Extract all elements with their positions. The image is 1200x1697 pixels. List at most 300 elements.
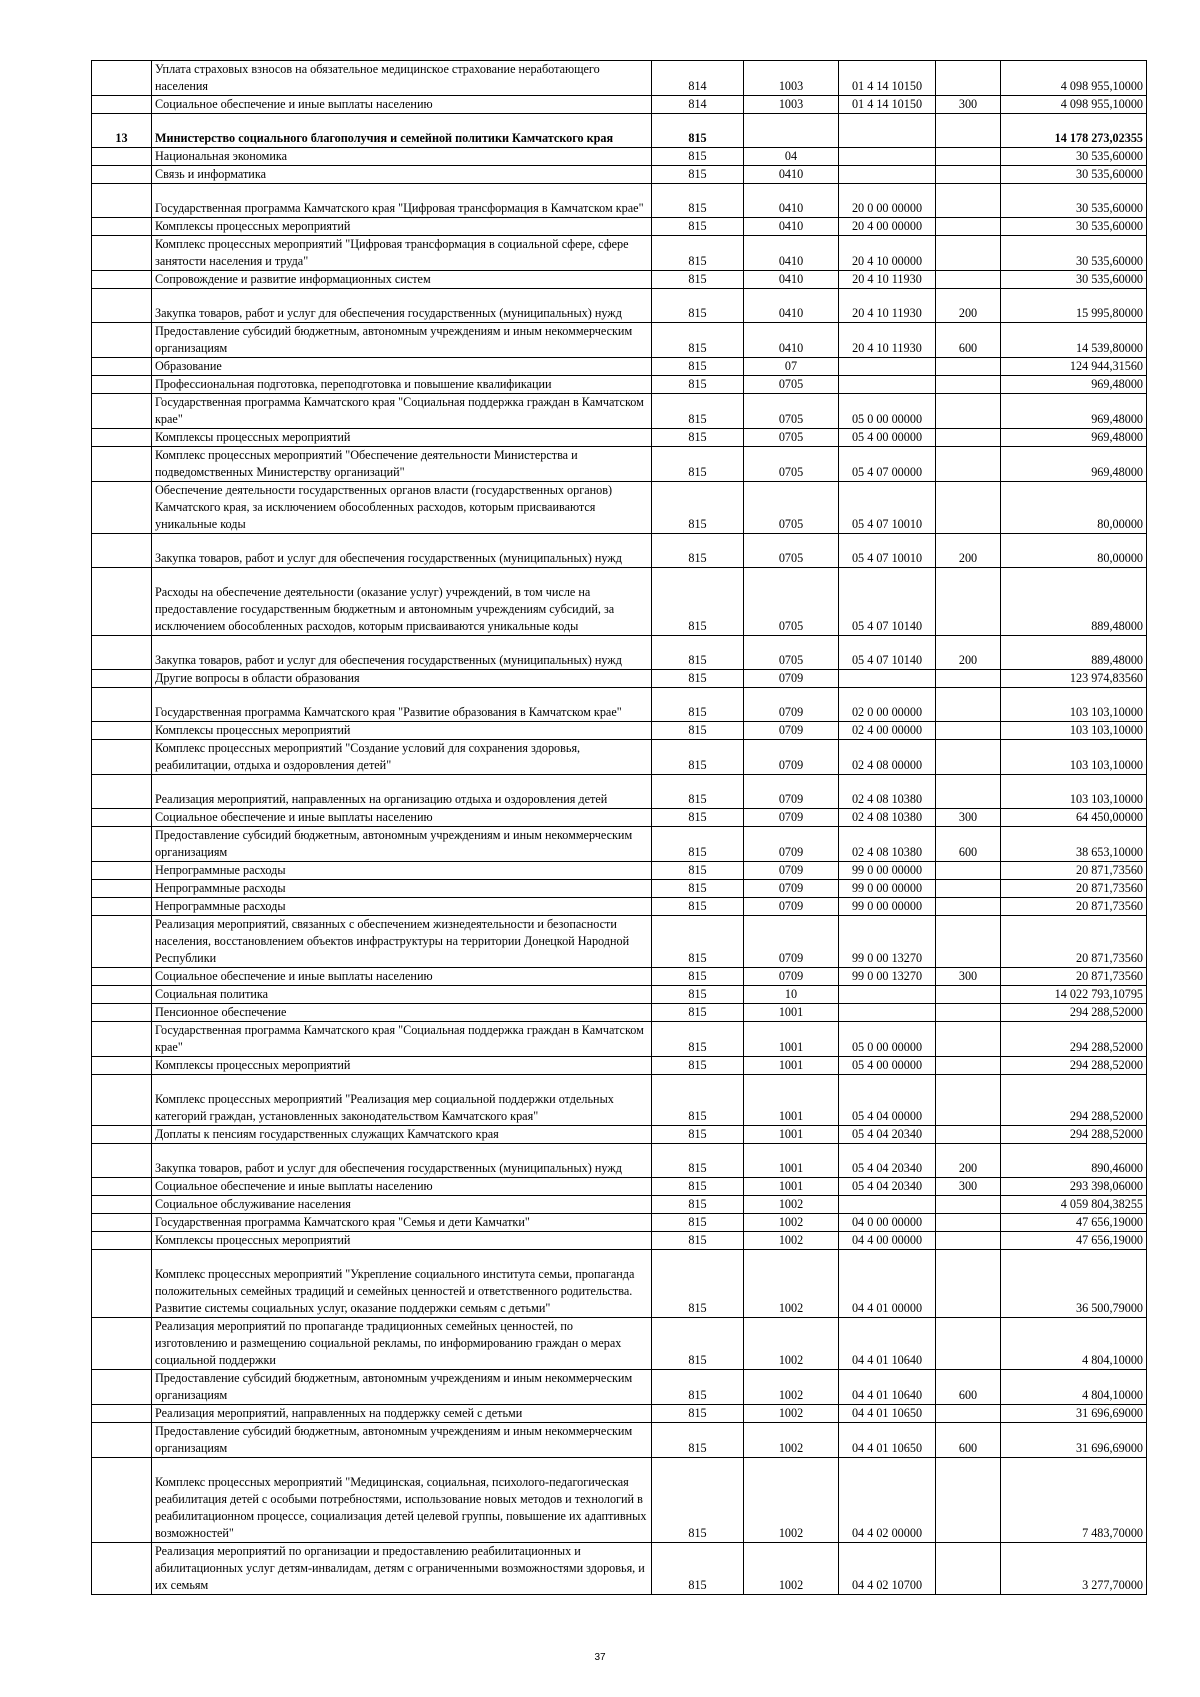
row-name: Социальное обеспечение и иные выплаты населению bbox=[152, 1178, 652, 1196]
row-target-code bbox=[839, 1196, 936, 1214]
row-amount: 123 974,83560 bbox=[1001, 670, 1147, 688]
row-number bbox=[92, 1423, 152, 1458]
row-number bbox=[92, 1144, 152, 1178]
row-ministry-code: 815 bbox=[652, 1370, 744, 1405]
row-number bbox=[92, 236, 152, 271]
row-target-code: 04 4 00 00000 bbox=[839, 1232, 936, 1250]
row-amount: 30 535,60000 bbox=[1001, 148, 1147, 166]
row-ministry-code: 815 bbox=[652, 568, 744, 636]
row-ministry-code: 814 bbox=[652, 61, 744, 96]
row-ministry-code: 815 bbox=[652, 1178, 744, 1196]
row-number bbox=[92, 482, 152, 534]
row-name: Предоставление субсидий бюджетным, автономным учреждениям и иным некоммерческим организациям bbox=[152, 1423, 652, 1458]
row-amount: 4 098 955,10000 bbox=[1001, 96, 1147, 114]
row-amount: 124 944,31560 bbox=[1001, 358, 1147, 376]
row-expense-type-code bbox=[936, 271, 1001, 289]
row-section-code: 1002 bbox=[744, 1543, 839, 1595]
table-row bbox=[92, 1178, 1147, 1196]
table-row bbox=[92, 447, 1147, 482]
table-row bbox=[92, 986, 1147, 1004]
row-expense-type-code bbox=[936, 775, 1001, 809]
row-section-code: 0709 bbox=[744, 862, 839, 880]
row-ministry-code: 815 bbox=[652, 1232, 744, 1250]
row-expense-type-code bbox=[936, 740, 1001, 775]
page-number: 37 bbox=[594, 1652, 606, 1663]
row-target-code: 05 4 00 00000 bbox=[839, 429, 936, 447]
row-ministry-code: 815 bbox=[652, 1004, 744, 1022]
row-number bbox=[92, 670, 152, 688]
row-section-code: 0705 bbox=[744, 394, 839, 429]
table-row bbox=[92, 1370, 1147, 1405]
row-name: Социальное обеспечение и иные выплаты населению bbox=[152, 968, 652, 986]
row-amount: 30 535,60000 bbox=[1001, 184, 1147, 218]
row-number bbox=[92, 429, 152, 447]
row-name: Уплата страховых взносов на обязательное медицинское страхование неработающего населения bbox=[152, 61, 652, 96]
row-name: Закупка товаров, работ и услуг для обеспечения государственных (муниципальных) нужд bbox=[152, 534, 652, 568]
row-ministry-code: 815 bbox=[652, 358, 744, 376]
row-name: Государственная программа Камчатского края "Социальная поддержка граждан в Камчатском крае" bbox=[152, 1022, 652, 1057]
table-row bbox=[92, 429, 1147, 447]
row-number bbox=[92, 827, 152, 862]
row-amount: 103 103,10000 bbox=[1001, 775, 1147, 809]
row-number bbox=[92, 166, 152, 184]
row-expense-type-code bbox=[936, 1196, 1001, 1214]
row-name: Непрограммные расходы bbox=[152, 880, 652, 898]
row-target-code: 05 4 00 00000 bbox=[839, 1057, 936, 1075]
row-section-code: 0709 bbox=[744, 688, 839, 722]
row-name: Сопровождение и развитие информационных систем bbox=[152, 271, 652, 289]
row-number bbox=[92, 880, 152, 898]
row-name: Доплаты к пенсиям государственных служащих Камчатского края bbox=[152, 1126, 652, 1144]
row-amount: 14 539,80000 bbox=[1001, 323, 1147, 358]
row-section-code: 0709 bbox=[744, 670, 839, 688]
row-section-code: 0705 bbox=[744, 429, 839, 447]
row-expense-type-code: 600 bbox=[936, 827, 1001, 862]
table-row bbox=[92, 148, 1147, 166]
row-section-code: 0410 bbox=[744, 166, 839, 184]
row-amount: 4 059 804,38255 bbox=[1001, 1196, 1147, 1214]
row-target-code bbox=[839, 114, 936, 148]
table-row bbox=[92, 1196, 1147, 1214]
row-target-code: 20 4 00 00000 bbox=[839, 218, 936, 236]
row-amount: 80,00000 bbox=[1001, 534, 1147, 568]
table-row bbox=[92, 827, 1147, 862]
row-expense-type-code bbox=[936, 1232, 1001, 1250]
row-number bbox=[92, 534, 152, 568]
row-target-code: 05 4 07 10010 bbox=[839, 534, 936, 568]
row-section-code: 10 bbox=[744, 986, 839, 1004]
row-amount: 31 696,69000 bbox=[1001, 1405, 1147, 1423]
row-ministry-code: 815 bbox=[652, 1214, 744, 1232]
table-row bbox=[92, 1458, 1147, 1543]
row-amount: 31 696,69000 bbox=[1001, 1423, 1147, 1458]
row-expense-type-code: 200 bbox=[936, 289, 1001, 323]
row-section-code: 1002 bbox=[744, 1196, 839, 1214]
row-target-code: 04 4 01 10650 bbox=[839, 1405, 936, 1423]
row-expense-type-code bbox=[936, 1057, 1001, 1075]
row-ministry-code: 815 bbox=[652, 218, 744, 236]
row-number bbox=[92, 636, 152, 670]
row-section-code: 0709 bbox=[744, 880, 839, 898]
row-amount: 293 398,06000 bbox=[1001, 1178, 1147, 1196]
row-amount: 969,48000 bbox=[1001, 394, 1147, 429]
row-ministry-code: 815 bbox=[652, 1144, 744, 1178]
row-target-code: 05 4 04 00000 bbox=[839, 1075, 936, 1126]
row-name: Предоставление субсидий бюджетным, автономным учреждениям и иным некоммерческим организациям bbox=[152, 827, 652, 862]
row-expense-type-code bbox=[936, 218, 1001, 236]
table-row bbox=[92, 1126, 1147, 1144]
row-name: Реализация мероприятий по организации и предоставлению реабилитационных и абилитационных услуг детям-инвалидам, детям с ограниченными возможностями здоровья, и их семьям bbox=[152, 1543, 652, 1595]
row-amount: 14 178 273,02355 bbox=[1001, 114, 1147, 148]
row-name: Комплекс процессных мероприятий "Обеспечение деятельности Министерства и подведомственных Министерству организаций" bbox=[152, 447, 652, 482]
row-amount: 103 103,10000 bbox=[1001, 722, 1147, 740]
row-expense-type-code bbox=[936, 986, 1001, 1004]
row-number bbox=[92, 61, 152, 96]
row-section-code: 1002 bbox=[744, 1232, 839, 1250]
row-ministry-code: 815 bbox=[652, 1423, 744, 1458]
row-target-code bbox=[839, 670, 936, 688]
row-ministry-code: 815 bbox=[652, 862, 744, 880]
row-target-code bbox=[839, 986, 936, 1004]
row-ministry-code: 815 bbox=[652, 1022, 744, 1057]
row-section-code: 0410 bbox=[744, 236, 839, 271]
row-number bbox=[92, 1370, 152, 1405]
table-row bbox=[92, 1075, 1147, 1126]
row-target-code: 04 0 00 00000 bbox=[839, 1214, 936, 1232]
row-name: Профессиональная подготовка, переподготовка и повышение квалификации bbox=[152, 376, 652, 394]
row-name: Другие вопросы в области образования bbox=[152, 670, 652, 688]
row-expense-type-code bbox=[936, 394, 1001, 429]
row-name: Реализация мероприятий, связанных с обеспечением жизнедеятельности и безопасности населения, восстановлением объектов инфраструктуры на территории Донецкой Народной Республики bbox=[152, 916, 652, 968]
row-expense-type-code: 300 bbox=[936, 968, 1001, 986]
row-number bbox=[92, 1543, 152, 1595]
row-expense-type-code bbox=[936, 880, 1001, 898]
row-amount: 4 804,10000 bbox=[1001, 1318, 1147, 1370]
row-number bbox=[92, 1004, 152, 1022]
row-expense-type-code bbox=[936, 166, 1001, 184]
row-amount: 7 483,70000 bbox=[1001, 1458, 1147, 1543]
row-name: Пенсионное обеспечение bbox=[152, 1004, 652, 1022]
row-section-code: 0709 bbox=[744, 775, 839, 809]
row-target-code bbox=[839, 148, 936, 166]
table-row bbox=[92, 968, 1147, 986]
row-section-code: 1002 bbox=[744, 1318, 839, 1370]
row-expense-type-code: 300 bbox=[936, 809, 1001, 827]
row-amount: 20 871,73560 bbox=[1001, 916, 1147, 968]
row-section-code: 1001 bbox=[744, 1057, 839, 1075]
row-name: Реализация мероприятий, направленных на поддержку семей с детьми bbox=[152, 1405, 652, 1423]
row-target-code: 04 4 01 10640 bbox=[839, 1318, 936, 1370]
row-amount: 3 277,70000 bbox=[1001, 1543, 1147, 1595]
row-expense-type-code bbox=[936, 1318, 1001, 1370]
row-amount: 103 103,10000 bbox=[1001, 740, 1147, 775]
row-number bbox=[92, 722, 152, 740]
row-section-code: 0705 bbox=[744, 376, 839, 394]
row-target-code: 05 4 07 10140 bbox=[839, 636, 936, 670]
row-amount: 889,48000 bbox=[1001, 636, 1147, 670]
row-number bbox=[92, 271, 152, 289]
row-ministry-code: 814 bbox=[652, 96, 744, 114]
row-name: Комплексы процессных мероприятий bbox=[152, 218, 652, 236]
row-target-code: 02 4 08 10380 bbox=[839, 775, 936, 809]
table-row bbox=[92, 1232, 1147, 1250]
row-amount: 64 450,00000 bbox=[1001, 809, 1147, 827]
row-target-code: 01 4 14 10150 bbox=[839, 96, 936, 114]
row-amount: 20 871,73560 bbox=[1001, 968, 1147, 986]
row-ministry-code: 815 bbox=[652, 968, 744, 986]
table-row bbox=[92, 114, 1147, 148]
row-name: Комплексы процессных мероприятий bbox=[152, 429, 652, 447]
row-expense-type-code: 600 bbox=[936, 1423, 1001, 1458]
row-section-code: 1002 bbox=[744, 1405, 839, 1423]
row-section-code: 1001 bbox=[744, 1126, 839, 1144]
table-row bbox=[92, 218, 1147, 236]
row-ministry-code: 815 bbox=[652, 775, 744, 809]
row-amount: 889,48000 bbox=[1001, 568, 1147, 636]
row-target-code: 99 0 00 00000 bbox=[839, 862, 936, 880]
row-section-code: 1002 bbox=[744, 1370, 839, 1405]
row-number bbox=[92, 986, 152, 1004]
table-row bbox=[92, 394, 1147, 429]
row-number bbox=[92, 1318, 152, 1370]
row-number bbox=[92, 1214, 152, 1232]
row-target-code: 99 0 00 13270 bbox=[839, 968, 936, 986]
row-number bbox=[92, 1126, 152, 1144]
row-name: Комплекс процессных мероприятий "Медицинская, социальная, психолого-педагогическая реабилитация детей с особыми потребностями, использование новых методов и технологий в реабилитационном процессе, социализация детей целевой группы, повышение их адаптивных возможностей" bbox=[152, 1458, 652, 1543]
row-expense-type-code bbox=[936, 862, 1001, 880]
row-ministry-code: 815 bbox=[652, 898, 744, 916]
row-name: Социальное обслуживание населения bbox=[152, 1196, 652, 1214]
row-section-code: 0709 bbox=[744, 916, 839, 968]
row-amount: 294 288,52000 bbox=[1001, 1075, 1147, 1126]
row-name: Государственная программа Камчатского края "Развитие образования в Камчатском крае" bbox=[152, 688, 652, 722]
row-number bbox=[92, 1075, 152, 1126]
row-section-code: 1002 bbox=[744, 1423, 839, 1458]
row-name: Предоставление субсидий бюджетным, автономным учреждениям и иным некоммерческим организациям bbox=[152, 323, 652, 358]
row-expense-type-code bbox=[936, 429, 1001, 447]
row-number bbox=[92, 916, 152, 968]
row-number bbox=[92, 376, 152, 394]
row-target-code: 20 0 00 00000 bbox=[839, 184, 936, 218]
row-number bbox=[92, 1057, 152, 1075]
table-row bbox=[92, 1250, 1147, 1318]
row-name: Закупка товаров, работ и услуг для обеспечения государственных (муниципальных) нужд bbox=[152, 636, 652, 670]
table-row bbox=[92, 670, 1147, 688]
row-number bbox=[92, 968, 152, 986]
row-amount: 47 656,19000 bbox=[1001, 1232, 1147, 1250]
row-section-code: 0705 bbox=[744, 447, 839, 482]
row-ministry-code: 815 bbox=[652, 534, 744, 568]
row-expense-type-code bbox=[936, 358, 1001, 376]
row-amount: 969,48000 bbox=[1001, 376, 1147, 394]
row-target-code: 20 4 10 11930 bbox=[839, 271, 936, 289]
row-target-code: 01 4 14 10150 bbox=[839, 61, 936, 96]
row-target-code: 02 4 08 10380 bbox=[839, 827, 936, 862]
row-amount: 20 871,73560 bbox=[1001, 862, 1147, 880]
row-target-code: 99 0 00 00000 bbox=[839, 898, 936, 916]
row-ministry-code: 815 bbox=[652, 740, 744, 775]
table-row bbox=[92, 688, 1147, 722]
table-row bbox=[92, 96, 1147, 114]
row-section-code: 0705 bbox=[744, 636, 839, 670]
row-number bbox=[92, 809, 152, 827]
row-expense-type-code: 600 bbox=[936, 323, 1001, 358]
row-name: Непрограммные расходы bbox=[152, 898, 652, 916]
row-expense-type-code bbox=[936, 1543, 1001, 1595]
row-name: Государственная программа Камчатского края "Социальная поддержка граждан в Камчатском крае" bbox=[152, 394, 652, 429]
row-target-code: 05 0 00 00000 bbox=[839, 394, 936, 429]
row-ministry-code: 815 bbox=[652, 1057, 744, 1075]
row-target-code: 04 4 02 00000 bbox=[839, 1458, 936, 1543]
row-name: Комплекс процессных мероприятий "Цифровая трансформация в социальной сфере, сфере занятости населения и труда" bbox=[152, 236, 652, 271]
row-name: Предоставление субсидий бюджетным, автономным учреждениям и иным некоммерческим организациям bbox=[152, 1370, 652, 1405]
table-row bbox=[92, 1214, 1147, 1232]
row-amount: 969,48000 bbox=[1001, 429, 1147, 447]
row-section-code: 0709 bbox=[744, 827, 839, 862]
row-expense-type-code bbox=[936, 114, 1001, 148]
row-ministry-code: 815 bbox=[652, 184, 744, 218]
row-amount: 969,48000 bbox=[1001, 447, 1147, 482]
row-expense-type-code bbox=[936, 1126, 1001, 1144]
table-row bbox=[92, 1144, 1147, 1178]
row-ministry-code: 815 bbox=[652, 636, 744, 670]
row-expense-type-code bbox=[936, 670, 1001, 688]
row-ministry-code: 815 bbox=[652, 114, 744, 148]
row-section-code: 0410 bbox=[744, 289, 839, 323]
row-amount: 103 103,10000 bbox=[1001, 688, 1147, 722]
table-row bbox=[92, 809, 1147, 827]
row-expense-type-code bbox=[936, 688, 1001, 722]
row-section-code: 0709 bbox=[744, 722, 839, 740]
table-row bbox=[92, 534, 1147, 568]
table-row bbox=[92, 1318, 1147, 1370]
row-section-code bbox=[744, 114, 839, 148]
row-target-code: 02 4 08 10380 bbox=[839, 809, 936, 827]
table-row bbox=[92, 166, 1147, 184]
row-ministry-code: 815 bbox=[652, 1543, 744, 1595]
table-row bbox=[92, 184, 1147, 218]
table-row bbox=[92, 358, 1147, 376]
row-number bbox=[92, 148, 152, 166]
row-expense-type-code bbox=[936, 916, 1001, 968]
row-target-code: 99 0 00 00000 bbox=[839, 880, 936, 898]
row-section-code: 0709 bbox=[744, 968, 839, 986]
row-section-code: 0705 bbox=[744, 534, 839, 568]
table-row bbox=[92, 775, 1147, 809]
table-row bbox=[92, 636, 1147, 670]
row-name: Министерство социального благополучия и семейной политики Камчатского края bbox=[152, 114, 652, 148]
table-row bbox=[92, 722, 1147, 740]
row-amount: 36 500,79000 bbox=[1001, 1250, 1147, 1318]
row-number bbox=[92, 775, 152, 809]
row-amount: 30 535,60000 bbox=[1001, 166, 1147, 184]
row-expense-type-code: 200 bbox=[936, 1144, 1001, 1178]
row-ministry-code: 815 bbox=[652, 1126, 744, 1144]
table-row bbox=[92, 376, 1147, 394]
row-ministry-code: 815 bbox=[652, 289, 744, 323]
row-target-code: 04 4 01 10640 bbox=[839, 1370, 936, 1405]
row-target-code bbox=[839, 376, 936, 394]
row-target-code: 99 0 00 13270 bbox=[839, 916, 936, 968]
row-section-code: 1001 bbox=[744, 1022, 839, 1057]
row-name: Закупка товаров, работ и услуг для обеспечения государственных (муниципальных) нужд bbox=[152, 289, 652, 323]
row-section-code: 0709 bbox=[744, 809, 839, 827]
budget-table bbox=[91, 60, 1147, 1595]
table-row bbox=[92, 862, 1147, 880]
row-name: Социальное обеспечение и иные выплаты населению bbox=[152, 809, 652, 827]
row-name: Связь и информатика bbox=[152, 166, 652, 184]
row-name: Государственная программа Камчатского края "Семья и дети Камчатки" bbox=[152, 1214, 652, 1232]
table-row bbox=[92, 271, 1147, 289]
row-expense-type-code bbox=[936, 236, 1001, 271]
row-name: Реализация мероприятий, направленных на организацию отдыха и оздоровления детей bbox=[152, 775, 652, 809]
table-row bbox=[92, 898, 1147, 916]
row-name: Закупка товаров, работ и услуг для обеспечения государственных (муниципальных) нужд bbox=[152, 1144, 652, 1178]
row-expense-type-code bbox=[936, 898, 1001, 916]
row-section-code: 1002 bbox=[744, 1250, 839, 1318]
row-section-code: 0709 bbox=[744, 898, 839, 916]
row-section-code: 0410 bbox=[744, 218, 839, 236]
row-section-code: 1001 bbox=[744, 1178, 839, 1196]
row-name: Расходы на обеспечение деятельности (оказание услуг) учреждений, в том числе на предоставление государственным бюджетным и автономным учреждениям субсидий, за исключением обособленных расходов, которым присваиваются уникальные коды bbox=[152, 568, 652, 636]
row-expense-type-code bbox=[936, 1458, 1001, 1543]
row-number bbox=[92, 184, 152, 218]
table-row bbox=[92, 1057, 1147, 1075]
row-number bbox=[92, 862, 152, 880]
row-expense-type-code bbox=[936, 482, 1001, 534]
row-expense-type-code bbox=[936, 61, 1001, 96]
row-number bbox=[92, 1196, 152, 1214]
row-amount: 38 653,10000 bbox=[1001, 827, 1147, 862]
row-expense-type-code: 300 bbox=[936, 1178, 1001, 1196]
row-target-code: 05 0 00 00000 bbox=[839, 1022, 936, 1057]
row-amount: 15 995,80000 bbox=[1001, 289, 1147, 323]
row-section-code: 1002 bbox=[744, 1458, 839, 1543]
row-ministry-code: 815 bbox=[652, 236, 744, 271]
row-number bbox=[92, 289, 152, 323]
row-number bbox=[92, 1250, 152, 1318]
row-target-code: 20 4 10 11930 bbox=[839, 289, 936, 323]
row-number bbox=[92, 1232, 152, 1250]
row-section-code: 0709 bbox=[744, 740, 839, 775]
row-amount: 294 288,52000 bbox=[1001, 1022, 1147, 1057]
row-ministry-code: 815 bbox=[652, 148, 744, 166]
row-number bbox=[92, 218, 152, 236]
row-section-code: 0410 bbox=[744, 184, 839, 218]
row-section-code: 1001 bbox=[744, 1004, 839, 1022]
row-name: Комплексы процессных мероприятий bbox=[152, 1232, 652, 1250]
row-target-code: 05 4 04 20340 bbox=[839, 1178, 936, 1196]
row-name: Комплекс процессных мероприятий "Создание условий для сохранения здоровья, реабилитации, отдыха и оздоровления детей" bbox=[152, 740, 652, 775]
row-expense-type-code bbox=[936, 376, 1001, 394]
table-row bbox=[92, 236, 1147, 271]
row-amount: 294 288,52000 bbox=[1001, 1004, 1147, 1022]
row-number bbox=[92, 898, 152, 916]
row-section-code: 1003 bbox=[744, 61, 839, 96]
table-row bbox=[92, 1022, 1147, 1057]
row-ministry-code: 815 bbox=[652, 1405, 744, 1423]
row-target-code: 05 4 07 10140 bbox=[839, 568, 936, 636]
row-ministry-code: 815 bbox=[652, 670, 744, 688]
row-ministry-code: 815 bbox=[652, 166, 744, 184]
row-ministry-code: 815 bbox=[652, 482, 744, 534]
row-name: Образование bbox=[152, 358, 652, 376]
row-expense-type-code bbox=[936, 447, 1001, 482]
row-amount: 80,00000 bbox=[1001, 482, 1147, 534]
row-name: Национальная экономика bbox=[152, 148, 652, 166]
row-ministry-code: 815 bbox=[652, 323, 744, 358]
row-expense-type-code: 200 bbox=[936, 534, 1001, 568]
